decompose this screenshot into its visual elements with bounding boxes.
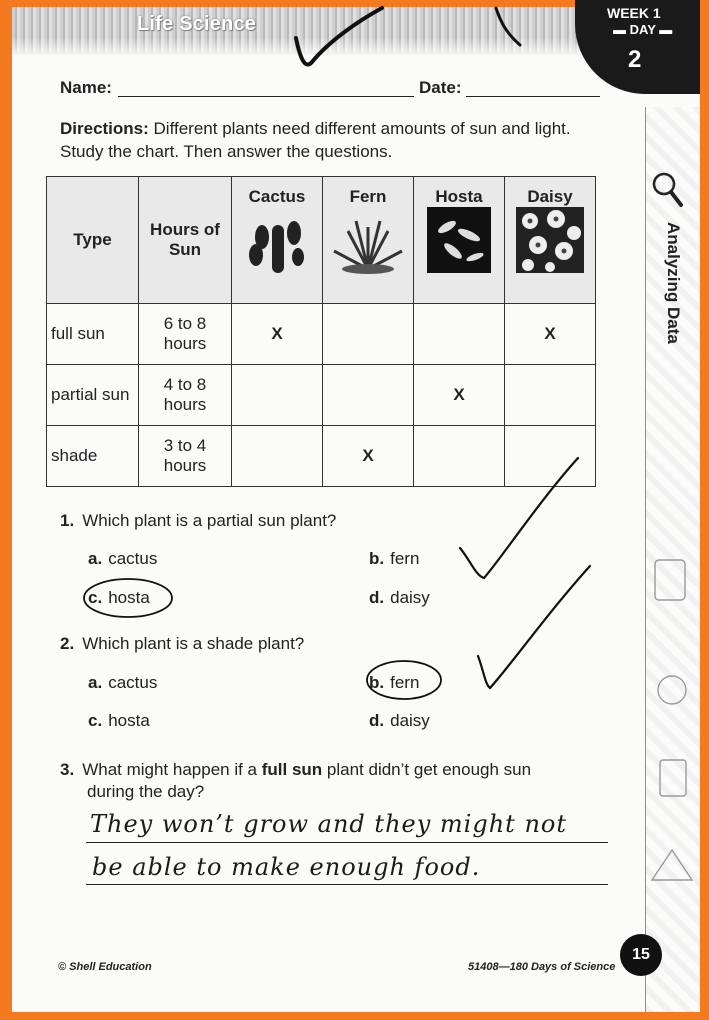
row-hours: 3 to 4 hours: [139, 426, 232, 487]
page-number: 15: [620, 934, 662, 976]
row-hours: 4 to 8 hours: [139, 365, 232, 426]
question-2-number: 2.: [60, 634, 75, 653]
option-letter: b.: [369, 673, 385, 692]
option-text: cactus: [108, 673, 158, 692]
option-text: daisy: [390, 588, 430, 607]
date-label: Date:: [419, 78, 462, 97]
circle-q2-b: [367, 661, 441, 699]
day-flag-left-icon: ▬: [613, 22, 626, 37]
question-3-text-post: plant didn’t get enough sun: [322, 760, 532, 779]
day-flag-right-icon: ▬: [659, 22, 673, 37]
directions-text-1: Different plants need different amounts of sun and light.: [153, 119, 571, 138]
book-title: 51408—180 Days of Science: [468, 961, 616, 973]
option-text: daisy: [390, 711, 430, 730]
row-type: full sun: [47, 304, 139, 365]
header-fern-label: Fern: [349, 187, 387, 206]
cell-daisy: X: [505, 304, 596, 365]
option-text: hosta: [108, 711, 150, 730]
name-label: Name:: [60, 78, 112, 97]
copyright-text: © Shell Education: [58, 961, 152, 973]
header-daisy-label: Daisy: [527, 187, 573, 206]
circle-q1-c: [84, 579, 172, 617]
day-label-text: DAY: [629, 22, 656, 37]
cell-fern: X: [323, 426, 414, 487]
header-cactus-label: Cactus: [248, 187, 306, 206]
question-2-text: Which plant is a shade plant?: [82, 634, 305, 653]
side-title: Analyzing Data: [664, 222, 683, 344]
option-letter: d.: [369, 588, 385, 607]
day-number: 2: [628, 46, 642, 73]
handwritten-answer-line-2: be able to make enough food.: [92, 853, 481, 881]
row-type: shade: [47, 426, 139, 487]
option-letter: d.: [369, 711, 385, 730]
option-text: fern: [390, 549, 420, 568]
cell-hosta: X: [414, 365, 505, 426]
checkmark-q1: [460, 458, 578, 578]
cell-cactus: X: [232, 304, 323, 365]
question-1-number: 1.: [60, 511, 75, 530]
question-1-text: Which plant is a partial sun plant?: [82, 511, 337, 530]
question-3-number: 3.: [60, 760, 75, 779]
week-label: WEEK 1: [607, 5, 661, 21]
option-text: fern: [390, 673, 420, 692]
header-hours: Hours of Sun: [139, 177, 232, 304]
option-letter: c.: [88, 588, 103, 607]
header-type: Type: [47, 177, 139, 304]
option-text: hosta: [108, 588, 150, 607]
question-3-text-pre: What might happen if a: [82, 760, 262, 779]
option-letter: c.: [88, 711, 103, 730]
question-3-line-2: during the day?: [87, 782, 205, 801]
row-type: partial sun: [47, 365, 139, 426]
option-text: cactus: [108, 549, 158, 568]
option-letter: b.: [369, 549, 385, 568]
banner-title: Life Science: [137, 13, 257, 35]
checkmark-q2: [478, 566, 590, 688]
row-hours: 6 to 8 hours: [139, 304, 232, 365]
option-letter: a.: [88, 673, 103, 692]
side-decor-doodles: [652, 560, 692, 880]
option-letter: a.: [88, 549, 103, 568]
header-hosta-label: Hosta: [435, 187, 483, 206]
handwritten-answer-line-1: They won’t grow and they might not: [90, 810, 567, 838]
directions-line-2: Study the chart. Then answer the questions.: [60, 142, 393, 161]
directions-label: Directions:: [60, 119, 149, 138]
question-3-text-bold: full sun: [261, 760, 323, 779]
top-hook-stroke: [496, 8, 520, 45]
top-checkmark-stroke: [296, 8, 382, 65]
